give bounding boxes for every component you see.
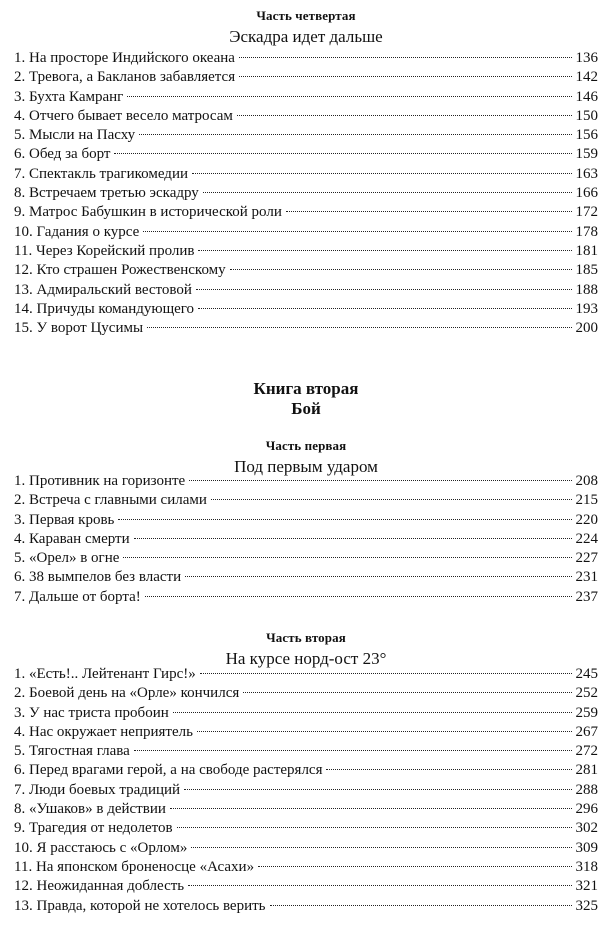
dot-leader [118, 519, 571, 520]
part-one-label: Часть первая [265, 438, 347, 453]
toc-entry-page: 181 [575, 242, 598, 259]
toc-entry [14, 243, 598, 262]
toc-entry-page: 245 [575, 666, 598, 682]
toc-entry-page: 142 [575, 69, 598, 86]
toc-entry-page: 318 [575, 858, 598, 875]
toc-entry-title: 14. Причуды командующего [14, 300, 195, 317]
dot-leader [286, 211, 572, 212]
dot-leader [188, 885, 571, 886]
dot-leader [177, 827, 572, 828]
dot-leader [134, 750, 572, 751]
toc-entry-title: 3. У нас триста пробоин [14, 704, 169, 721]
toc-entry-page: 325 [575, 897, 598, 914]
toc-entry [14, 492, 598, 511]
dot-leader [239, 57, 572, 58]
toc-entry [14, 204, 598, 223]
dot-leader [191, 847, 571, 848]
part-four-title: Эскадра идет дальше [229, 27, 383, 46]
toc-entry [14, 801, 598, 820]
toc-entry-page: 200 [575, 320, 598, 337]
dot-leader [170, 808, 572, 809]
toc-entry-title: 6. Обед за борт [14, 146, 111, 163]
dot-leader [243, 692, 571, 693]
toc-entry-title: 8. Встречаем третью эскадру [14, 185, 199, 202]
toc-entry-title: 9. Трагедия от недолетов [14, 820, 173, 837]
toc-entry-title: 5. Мысли на Пасху [14, 127, 136, 144]
toc-entry [14, 262, 598, 281]
toc-entry-page: 178 [575, 223, 598, 240]
part-four-label: Часть четвертая [256, 8, 356, 23]
toc-entry [14, 685, 598, 704]
toc-entry-page: 136 [575, 50, 598, 66]
part-two-toc [14, 666, 598, 917]
toc-entry-title: 1. Противник на горизонте [14, 473, 186, 489]
toc-entry-page: 220 [575, 511, 598, 528]
dot-leader [211, 499, 572, 500]
dot-leader [258, 866, 571, 867]
toc-entry-page: 188 [575, 281, 598, 298]
toc-entry-page: 208 [575, 473, 598, 489]
toc-entry [14, 127, 598, 146]
toc-entry-title: 7. Люди боевых традиций [14, 781, 181, 798]
dot-leader [189, 480, 571, 481]
toc-entry-page: 296 [575, 801, 598, 818]
dot-leader [134, 538, 572, 539]
toc-entry-title: 6. Перед врагами герой, а на свободе растерялся [14, 762, 323, 779]
toc-entry-page: 224 [575, 530, 598, 547]
toc-entry [14, 878, 598, 897]
toc-entry-page: 281 [575, 762, 598, 779]
toc-entry-title: 7. Спектакль трагикомедии [14, 165, 188, 182]
toc-entry-page: 252 [575, 685, 598, 702]
toc-entry-title: 3. Бухта Камранг [14, 88, 124, 105]
toc-entry-title: 5. Тягостная глава [14, 743, 130, 760]
dot-leader [196, 289, 572, 290]
dot-leader [145, 596, 572, 597]
dot-leader [200, 673, 572, 674]
dot-leader [185, 576, 571, 577]
part-two-label: Часть вторая [266, 630, 346, 645]
toc-entry-title: 9. Матрос Бабушкин в исторической роли [14, 204, 282, 221]
book-two-subtitle: Бой [291, 399, 321, 418]
dot-leader [326, 769, 571, 770]
toc-entry-page: 172 [575, 204, 598, 221]
toc-entry-title: 2. Боевой день на «Орле» кончился [14, 685, 240, 702]
toc-entry [14, 224, 598, 243]
toc-entry-page: 166 [575, 185, 598, 202]
toc-entry-page: 193 [575, 300, 598, 317]
dot-leader [192, 173, 572, 174]
toc-entry [14, 762, 598, 781]
dot-leader [114, 153, 571, 154]
dot-leader [184, 789, 571, 790]
toc-entry-page: 321 [575, 878, 598, 895]
toc-entry-title: 3. Первая кровь [14, 511, 115, 528]
dot-leader [270, 905, 572, 906]
toc-entry [14, 69, 598, 88]
toc-entry-title: 12. Кто страшен Рожественскому [14, 262, 226, 279]
toc-entry [14, 89, 598, 108]
toc-entry [14, 666, 598, 685]
dot-leader [203, 192, 572, 193]
book-two-title: Книга вторая [253, 379, 359, 398]
toc-entry [14, 820, 598, 839]
toc-entry [14, 512, 598, 531]
dot-leader [139, 134, 571, 135]
dot-leader [197, 731, 572, 732]
toc-entry-page: 288 [575, 781, 598, 798]
toc-entry [14, 569, 598, 588]
toc-entry-title: 5. «Орел» в огне [14, 550, 120, 567]
toc-entry-title: 1. «Есть!.. Лейтенант Гирс!» [14, 666, 196, 682]
toc-entry [14, 743, 598, 762]
toc-entry [14, 724, 598, 743]
toc-entry [14, 282, 598, 301]
toc-entry-title: 15. У ворот Цусимы [14, 320, 144, 337]
toc-entry [14, 166, 598, 185]
toc-entry [14, 550, 598, 569]
toc-entry-page: 227 [575, 550, 598, 567]
toc-entry-title: 4. Отчего бывает весело матросам [14, 107, 233, 124]
dot-leader [123, 557, 571, 558]
toc-entry-title: 7. Дальше от борта! [14, 588, 141, 605]
toc-entry-page: 150 [575, 107, 598, 124]
dot-leader [239, 76, 571, 77]
toc-entry [14, 859, 598, 878]
dot-leader [198, 308, 571, 309]
toc-entry [14, 705, 598, 724]
toc-entry [14, 898, 598, 917]
toc-entry-page: 185 [575, 262, 598, 279]
dot-leader [198, 250, 571, 251]
toc-entry [14, 782, 598, 801]
toc-entry [14, 108, 598, 127]
toc-entry-page: 302 [575, 820, 598, 837]
toc-entry-page: 259 [575, 704, 598, 721]
toc-entry-page: 272 [575, 743, 598, 760]
part-one-title: Под первым ударом [234, 457, 378, 476]
part-two-title: На курсе норд-ост 23° [225, 649, 387, 668]
toc-entry [14, 50, 598, 69]
toc-entry-page: 231 [575, 569, 598, 586]
toc-entry-page: 215 [575, 492, 598, 509]
toc-entry-page: 159 [575, 146, 598, 163]
toc-entry-page: 267 [575, 723, 598, 740]
dot-leader [237, 115, 572, 116]
toc-entry [14, 589, 598, 608]
toc-entry-title: 13. Адмиральский вестовой [14, 281, 192, 298]
toc-entry-title: 11. На японском броненосце «Асахи» [14, 858, 255, 875]
toc-entry [14, 301, 598, 320]
toc-entry-title: 8. «Ушаков» в действии [14, 801, 166, 818]
toc-entry-title: 11. Через Корейский пролив [14, 242, 195, 259]
toc-entry-title: 1. На просторе Индийского океана [14, 50, 235, 66]
dot-leader [143, 231, 571, 232]
toc-entry-page: 237 [575, 588, 598, 605]
part-one-toc [14, 473, 598, 608]
toc-entry-title: 10. Гадания о курсе [14, 223, 140, 240]
toc-entry-title: 4. Караван смерти [14, 530, 130, 547]
toc-entry [14, 185, 598, 204]
toc-entry [14, 320, 598, 339]
toc-entry [14, 146, 598, 165]
dot-leader [173, 712, 572, 713]
toc-entry-title: 13. Правда, которой не хотелось верить [14, 897, 266, 914]
dot-leader [127, 96, 571, 97]
toc-entry-page: 156 [575, 127, 598, 144]
dot-leader [230, 269, 572, 270]
dot-leader [147, 327, 571, 328]
toc-entry-title: 4. Нас окружает неприятель [14, 723, 193, 740]
toc-entry-title: 10. Я расстаюсь с «Орлом» [14, 839, 188, 856]
toc-entry [14, 531, 598, 550]
toc-entry-page: 163 [575, 165, 598, 182]
toc-entry-page: 146 [575, 88, 598, 105]
part-four-toc [14, 50, 598, 339]
toc-entry-title: 2. Встреча с главными силами [14, 492, 207, 509]
toc-entry-page: 309 [575, 839, 598, 856]
toc-entry [14, 840, 598, 859]
toc-entry-title: 2. Тревога, а Бакланов забавляется [14, 69, 236, 86]
toc-entry-title: 6. 38 вымпелов без власти [14, 569, 182, 586]
toc-entry-title: 12. Неожиданная доблесть [14, 878, 185, 895]
toc-entry [14, 473, 598, 492]
